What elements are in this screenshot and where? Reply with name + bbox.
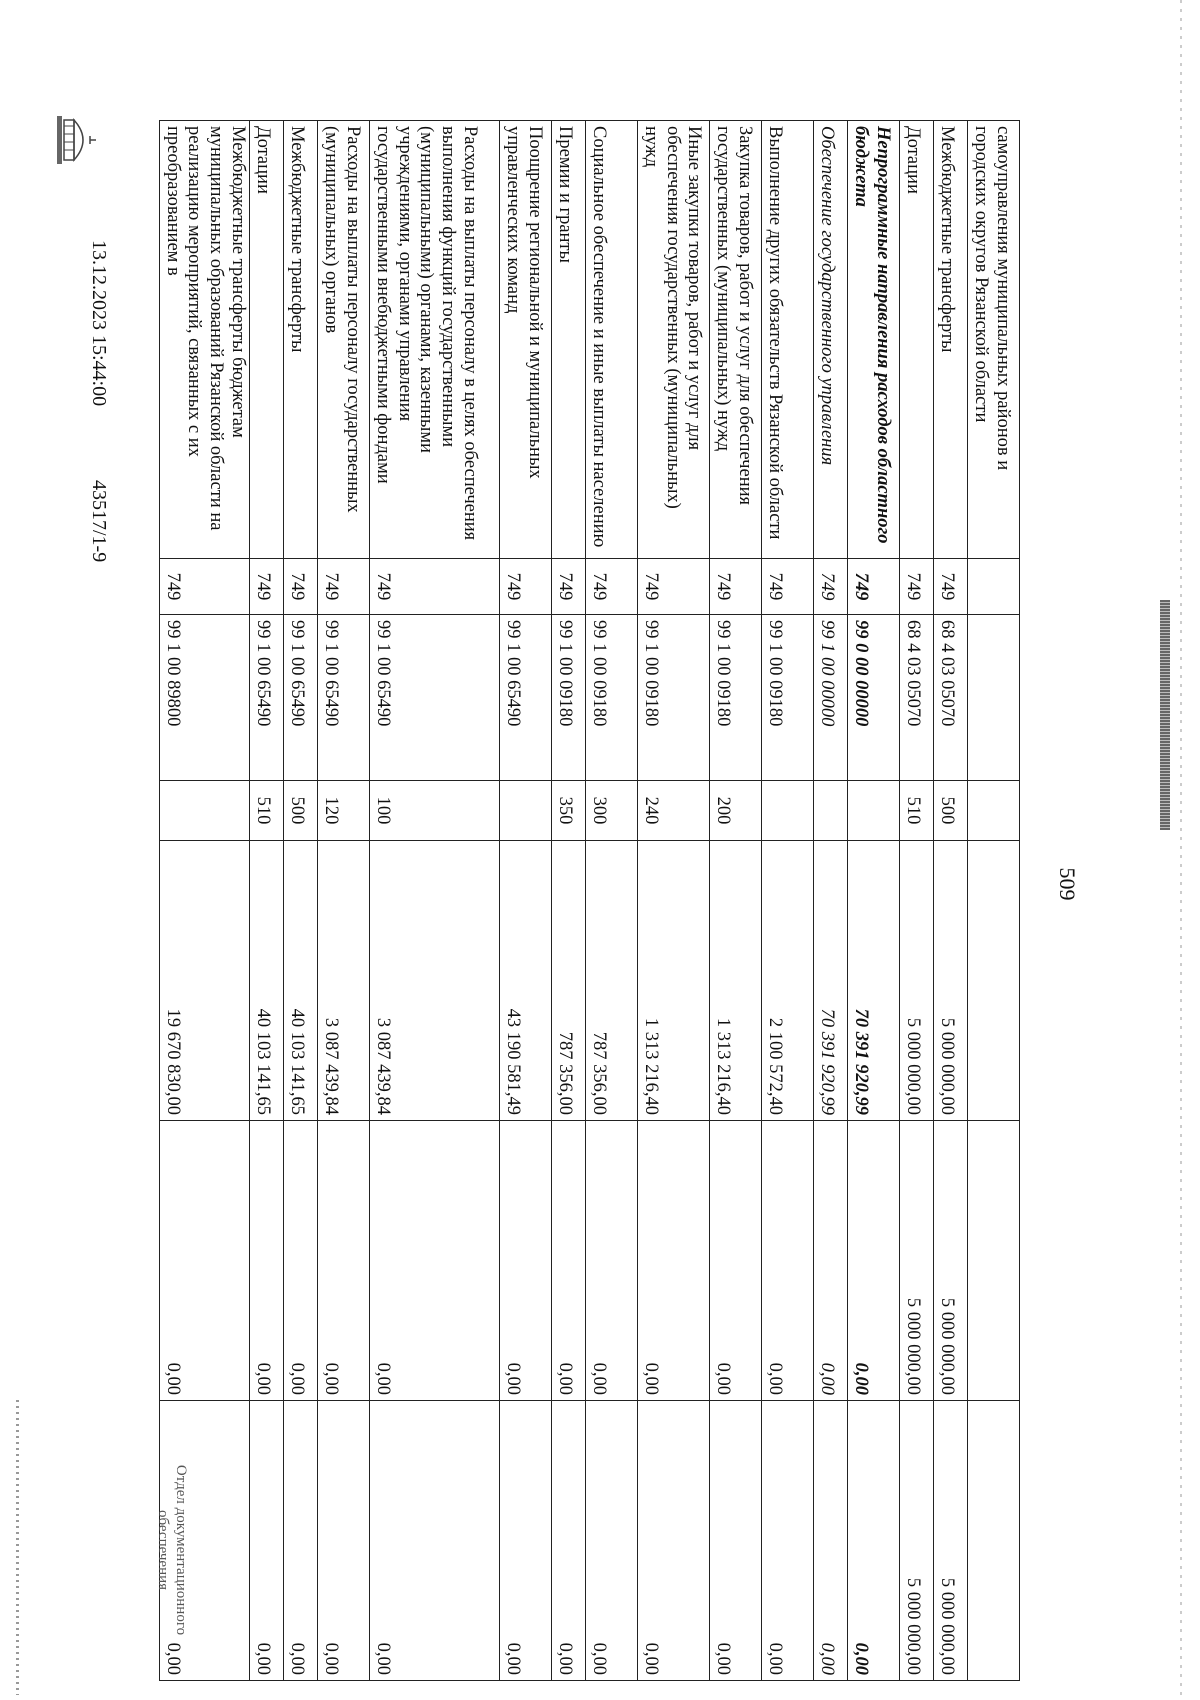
row-description: Непрограммные направления расходов областного бюджета <box>848 121 900 559</box>
table-row <box>814 121 848 1681</box>
row-target-article: 99 1 00 65490 <box>370 615 500 781</box>
row-amount-2: 0,00 <box>814 1121 848 1401</box>
table-row <box>250 121 284 1681</box>
row-amount-2 <box>968 1121 1020 1401</box>
scan-edge-left <box>16 1400 19 1695</box>
row-target-article <box>968 615 1020 781</box>
row-target-article: 99 1 00 09180 <box>638 615 710 781</box>
row-amount-2: 5 000 000,00 <box>900 1121 934 1401</box>
row-amount-1: 787 356,00 <box>586 841 638 1121</box>
budget-table <box>159 120 1020 1681</box>
table-row <box>284 121 318 1681</box>
footer-date: 13.12.2023 15:44:00 <box>88 240 110 407</box>
rotated-page <box>88 120 1080 1680</box>
row-expense-type <box>968 781 1020 841</box>
row-description: Поощрение региональной и муниципальных управленческих команд <box>500 121 552 559</box>
row-description: Дотации <box>900 121 934 559</box>
stamp-line-2: обеспечения <box>155 1509 171 1591</box>
row-target-article: 99 1 00 00000 <box>814 615 848 781</box>
row-amount-1: 40 103 141,65 <box>284 841 318 1121</box>
row-description: Премии и гранты <box>552 121 586 559</box>
row-description: Закупка товаров, работ и услуг для обеспечения государственных (муниципальных) нужд <box>710 121 762 559</box>
row-target-article: 99 1 00 89800 <box>159 615 249 781</box>
row-target-article: 68 4 03 05070 <box>934 615 968 781</box>
footer-doc-number: 43517/1-9 <box>88 480 110 563</box>
table-row <box>500 121 552 1681</box>
row-expense-type: 510 <box>250 781 284 841</box>
row-amount-3: 0,00 <box>710 1401 762 1681</box>
row-description: Межбюджетные трансферты <box>284 121 318 559</box>
row-amount-3: 0,00 <box>370 1401 500 1681</box>
row-target-article: 99 1 00 09180 <box>586 615 638 781</box>
table-row <box>552 121 586 1681</box>
row-amount-1: 70 391 920,99 <box>848 841 900 1121</box>
row-ministry-code: 749 <box>159 559 249 615</box>
row-target-article: 99 1 00 65490 <box>250 615 284 781</box>
row-amount-1: 2 100 572,40 <box>762 841 814 1121</box>
row-target-article: 99 1 00 09180 <box>762 615 814 781</box>
stamp-line-1: Отдел документационного <box>173 1464 189 1636</box>
row-amount-1: 5 000 000,00 <box>900 841 934 1121</box>
row-expense-type: 300 <box>586 781 638 841</box>
row-amount-3: 0,00 <box>638 1401 710 1681</box>
row-target-article: 99 1 00 09180 <box>552 615 586 781</box>
row-amount-2: 0,00 <box>284 1121 318 1401</box>
row-amount-1: 3 087 439,84 <box>370 841 500 1121</box>
row-amount-3: 5 000 000,00 <box>900 1401 934 1681</box>
row-amount-2: 0,00 <box>250 1121 284 1401</box>
row-expense-type <box>159 781 249 841</box>
row-description: Иные закупки товаров, работ и услуг для обеспечения государственных (муниципальных) нужд <box>638 121 710 559</box>
table-row <box>370 121 500 1681</box>
row-amount-3 <box>968 1401 1020 1681</box>
row-ministry-code: 749 <box>814 559 848 615</box>
row-amount-3: 0,00 <box>552 1401 586 1681</box>
row-amount-3: 0,00 <box>586 1401 638 1681</box>
row-ministry-code: 749 <box>710 559 762 615</box>
row-expense-type <box>500 781 552 841</box>
row-ministry-code: 749 <box>250 559 284 615</box>
table-row <box>968 121 1020 1681</box>
row-description: Дотации <box>250 121 284 559</box>
row-ministry-code: 749 <box>900 559 934 615</box>
table-row <box>848 121 900 1681</box>
row-amount-3: 5 000 000,00 <box>934 1401 968 1681</box>
row-amount-2: 0,00 <box>318 1121 370 1401</box>
table-row <box>586 121 638 1681</box>
row-description: Межбюджетные трансферты бюджетам муниципальных образований Рязанской области на реализацию мероприятий, связанных с их преобразованием в <box>159 121 249 559</box>
duma-emblem-icon <box>54 110 100 170</box>
row-ministry-code: 749 <box>586 559 638 615</box>
row-expense-type: 100 <box>370 781 500 841</box>
row-description: Выполнение других обязательств Рязанской области <box>762 121 814 559</box>
row-amount-2: 0,00 <box>552 1121 586 1401</box>
row-target-article: 99 0 00 00000 <box>848 615 900 781</box>
row-amount-3: 0,00 <box>250 1401 284 1681</box>
row-amount-1: 787 356,00 <box>552 841 586 1121</box>
row-description: Межбюджетные трансферты <box>934 121 968 559</box>
row-ministry-code <box>968 559 1020 615</box>
scan-marker-bar <box>1160 600 1170 830</box>
table-row <box>710 121 762 1681</box>
row-amount-1: 40 103 141,65 <box>250 841 284 1121</box>
row-description: Расходы на выплаты персоналу государственных (муниципальных) органов <box>318 121 370 559</box>
row-ministry-code: 749 <box>284 559 318 615</box>
row-amount-1: 19 670 830,00 <box>159 841 249 1121</box>
row-amount-3: 0,00 <box>848 1401 900 1681</box>
row-description: Расходы на выплаты персоналу в целях обеспечения выполнения функций государственными (муниципальными) органами, казенными учреждениями, органами управления государственными внебюджетными фондами <box>370 121 500 559</box>
row-ministry-code: 749 <box>318 559 370 615</box>
row-amount-2: 0,00 <box>370 1121 500 1401</box>
row-expense-type: 500 <box>934 781 968 841</box>
row-expense-type: 200 <box>710 781 762 841</box>
table-row <box>934 121 968 1681</box>
row-ministry-code: 749 <box>370 559 500 615</box>
row-expense-type <box>814 781 848 841</box>
row-description: Социальное обеспечение и иные выплаты населению <box>586 121 638 559</box>
row-target-article: 99 1 00 65490 <box>284 615 318 781</box>
department-stamp <box>154 1400 190 1700</box>
row-amount-2: 0,00 <box>586 1121 638 1401</box>
row-description: самоуправления муниципальных районов и городских округов Рязанской области <box>968 121 1020 559</box>
row-expense-type <box>848 781 900 841</box>
row-amount-2: 0,00 <box>500 1121 552 1401</box>
row-amount-2: 0,00 <box>159 1121 249 1401</box>
row-amount-1: 1 313 216,40 <box>710 841 762 1121</box>
row-ministry-code: 749 <box>848 559 900 615</box>
row-amount-2: 0,00 <box>762 1121 814 1401</box>
row-amount-1: 70 391 920,99 <box>814 841 848 1121</box>
row-target-article: 99 1 00 09180 <box>710 615 762 781</box>
row-expense-type: 240 <box>638 781 710 841</box>
row-target-article: 99 1 00 65490 <box>500 615 552 781</box>
row-ministry-code: 749 <box>762 559 814 615</box>
row-target-article: 99 1 00 65490 <box>318 615 370 781</box>
row-expense-type: 350 <box>552 781 586 841</box>
row-amount-2: 5 000 000,00 <box>934 1121 968 1401</box>
row-expense-type: 500 <box>284 781 318 841</box>
row-amount-3: 0,00 <box>500 1401 552 1681</box>
row-expense-type <box>762 781 814 841</box>
row-amount-2: 0,00 <box>848 1121 900 1401</box>
row-amount-3: 0,00 <box>762 1401 814 1681</box>
row-amount-1: 43 190 581,49 <box>500 841 552 1121</box>
scan-edge-right <box>1180 0 1182 1695</box>
row-amount-3: 0,00 <box>284 1401 318 1681</box>
row-expense-type: 510 <box>900 781 934 841</box>
table-row <box>900 121 934 1681</box>
table-row <box>762 121 814 1681</box>
row-description: Обеспечение государственного управления <box>814 121 848 559</box>
row-ministry-code: 749 <box>500 559 552 615</box>
row-expense-type: 120 <box>318 781 370 841</box>
row-target-article: 68 4 03 05070 <box>900 615 934 781</box>
row-ministry-code: 749 <box>552 559 586 615</box>
row-amount-1: 5 000 000,00 <box>934 841 968 1121</box>
row-amount-1: 1 313 216,40 <box>638 841 710 1121</box>
row-ministry-code: 749 <box>638 559 710 615</box>
row-amount-1 <box>968 841 1020 1121</box>
row-amount-3: 0,00 <box>318 1401 370 1681</box>
table-row <box>318 121 370 1681</box>
row-amount-2: 0,00 <box>638 1121 710 1401</box>
page-number: 509 <box>1055 867 1080 901</box>
row-amount-3: 0,00 <box>814 1401 848 1681</box>
table-row <box>638 121 710 1681</box>
row-amount-2: 0,00 <box>710 1121 762 1401</box>
row-amount-1: 3 087 439,84 <box>318 841 370 1121</box>
row-amount-3: 0,00 <box>159 1401 249 1681</box>
row-ministry-code: 749 <box>934 559 968 615</box>
